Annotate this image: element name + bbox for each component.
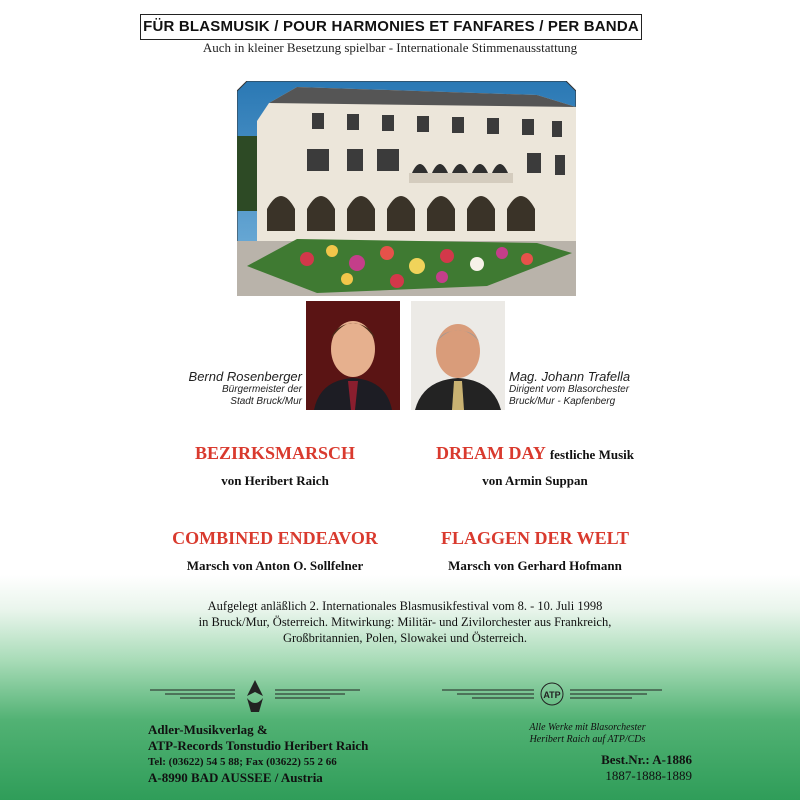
work-subtitle: festliche Musik (549, 447, 634, 462)
work-heading (410, 443, 660, 464)
portrait-johann-trafella (411, 301, 505, 410)
work-title: COMBINED ENDEAVOR (172, 528, 378, 548)
publisher-address: A-8990 BAD AUSSEE / Austria (148, 770, 323, 785)
info-line: Aufgelegt anläßlich 2. Internationales Blasmusikfestival vom 8. - 10. Juli 1998 (207, 599, 603, 613)
festival-info (170, 598, 640, 646)
work-composer: Marsch von Anton O. Sollfelner (186, 558, 364, 573)
person-role: Bürgermeister der (221, 384, 302, 395)
header-banner: FÜR BLASMUSIK / POUR HARMONIES ET FANFARES / PER BANDA (140, 14, 642, 40)
portrait-bernd-rosenberger (306, 301, 400, 410)
person-role: Dirigent vom Blasorchester (509, 384, 630, 395)
header-subtitle: Auch in kleiner Besetzung spielbar - Internationale Stimmenausstattung (202, 40, 578, 55)
info-line: in Bruck/Mur, Österreich. Mitwirkung: Militär- und Zivilorchester aus Frankreich, (198, 615, 612, 629)
catalog-sub-numbers: 1887-1888-1889 (605, 768, 692, 783)
person-role: Stadt Bruck/Mur (230, 396, 302, 407)
catalog-note-line: Alle Werke mit Blasorchester (529, 722, 646, 733)
person-role: Bruck/Mur - Kapfenberg (509, 396, 616, 407)
work-composer: von Armin Suppan (482, 473, 588, 488)
work-composer: Marsch von Gerhard Hofmann (448, 558, 622, 573)
work-title: FLAGGEN DER WELT (440, 528, 630, 548)
person-name: Bernd Rosenberger (188, 369, 302, 384)
publisher-phone: Tel: (03622) 54 5 88; Fax (03622) 55 2 66 (148, 756, 337, 768)
town-hall-photo (237, 81, 576, 296)
info-line: Großbritannien, Polen, Slowakei und Österreich. (282, 631, 528, 645)
work-title: DREAM DAY (436, 443, 546, 463)
atp-logo-text: ATP (543, 690, 561, 700)
publisher-block (148, 722, 368, 786)
catalog-note (500, 722, 675, 746)
person-name: Mag. Johann Trafella (509, 369, 631, 384)
publisher-studio: ATP-Records Tonstudio Heribert Raich (148, 738, 369, 753)
catalog-note-line: Heribert Raich auf ATP/CDs (529, 734, 646, 745)
catalog-number: Best.Nr.: A-1886 (601, 752, 692, 767)
caption-trafella (509, 369, 679, 408)
adler-logo-emblem (150, 676, 360, 716)
caption-rosenberger (150, 369, 302, 408)
publisher-name: Adler-Musikverlag & (148, 722, 268, 737)
atp-logo-emblem (442, 676, 662, 716)
work-title: BEZIRKSMARSCH (194, 443, 356, 463)
work-composer: von Heribert Raich (221, 473, 329, 488)
